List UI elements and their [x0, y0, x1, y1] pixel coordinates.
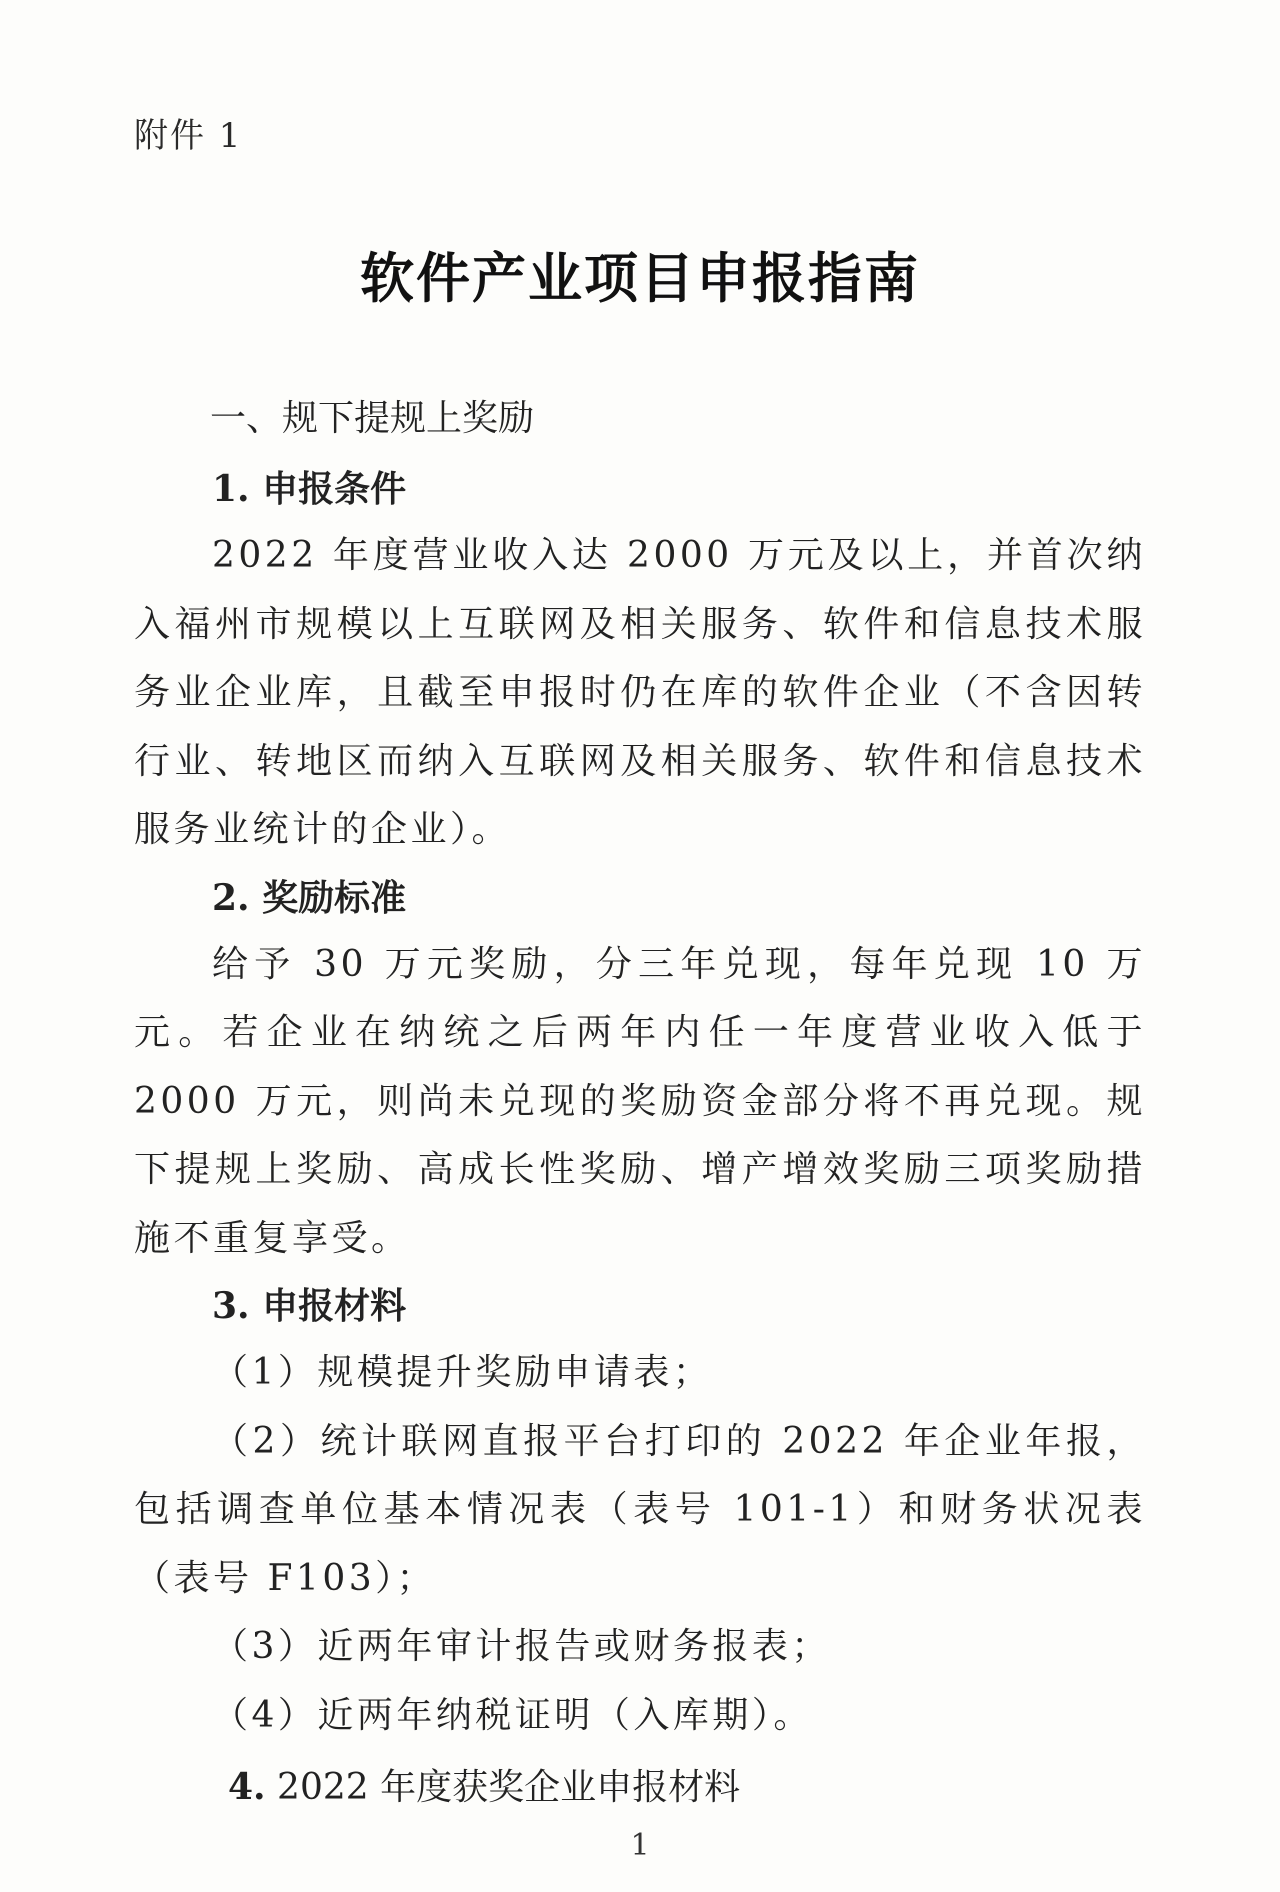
subheading-award-materials-text: 2022 年度获奖企业申报材料 — [265, 1767, 741, 1808]
document-body — [134, 388, 1146, 1820]
material-item-2: （2）统计联网直报平台打印的 2022 年企业年报，包括调查单位基本情况表（表号 101-1）和财务状况表（表号 F103）； — [134, 1420, 1146, 1599]
page-number: 1 — [630, 1828, 650, 1863]
material-item-4: （4）近两年纳税证明（入库期）。 — [212, 1694, 813, 1736]
subheading-reward-standard: 2. 奖励标准 — [212, 876, 407, 919]
section-heading-1: 一、规下提规上奖励 — [210, 398, 535, 439]
material-item-3: （3）近两年审计报告或财务报表； — [212, 1626, 831, 1667]
document-title: 软件产业项目申报指南 — [360, 246, 920, 310]
subheading-award-materials — [134, 1754, 1146, 1820]
attachment-label: 附件 1 — [134, 116, 243, 156]
subheading-application-conditions: 1. 申报条件 — [212, 468, 407, 510]
subheading-award-materials-number: 4. — [228, 1766, 266, 1808]
paragraph-reward-standard: 给予 30 万元奖励，分三年兑现，每年兑现 10 万元。若企业在纳统之后两年内任一年度营业收入低于 2000 万元，则尚未兑现的奖励资金部分将不再兑现。规下提规上奖励、高成长性奖励、增产增效奖励三项奖励措施不重复享受。 — [134, 943, 1146, 1259]
material-item-1: （1）规模提升奖励申请表； — [212, 1352, 713, 1393]
subheading-application-materials: 3. 申报材料 — [212, 1285, 407, 1327]
paragraph-application-conditions: 2022 年度营业收入达 2000 万元及以上，并首次纳入福州市规模以上互联网及相关服务、软件和信息技术服务业企业库，且截至申报时仍在库的软件企业（不含因转行业、转地区而纳入互联网及相关服务、软件和信息技术服务业统计的企业）。 — [134, 535, 1146, 850]
